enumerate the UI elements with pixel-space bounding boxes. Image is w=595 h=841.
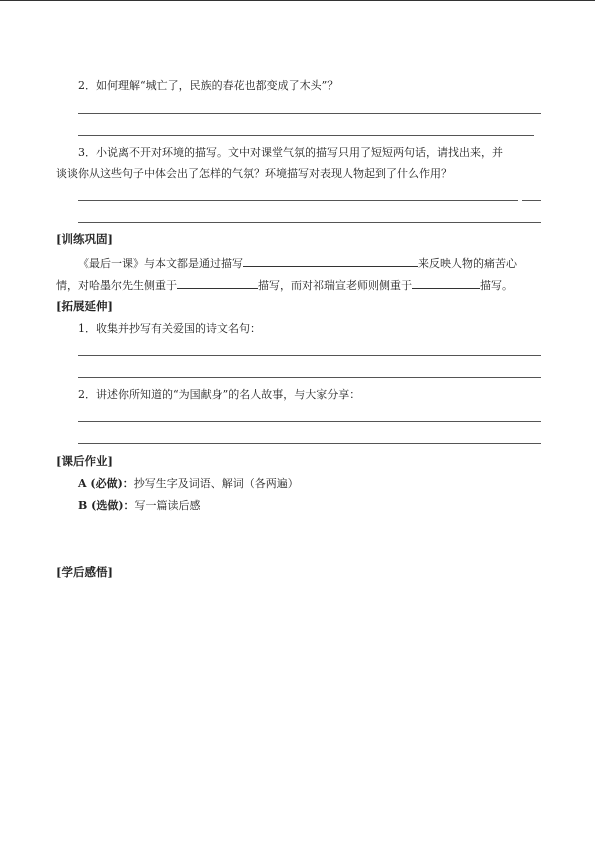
- fill-blank-2[interactable]: [177, 277, 258, 289]
- section-header-extension: [拓展延伸]: [56, 299, 113, 313]
- answer-line[interactable]: [78, 421, 541, 422]
- answer-line[interactable]: [78, 443, 541, 444]
- answer-line[interactable]: [78, 377, 541, 378]
- training-text: 情，对哈墨尔先生侧重于: [56, 279, 177, 292]
- section-header-homework: [课后作业]: [56, 454, 113, 468]
- answer-line[interactable]: [78, 113, 541, 114]
- training-text: 《最后一课》与本文都是通过描写: [78, 257, 243, 270]
- homework-item-a: [78, 477, 299, 491]
- fill-blank-3[interactable]: [412, 277, 480, 289]
- question-3-line-1: 3．小说离不开对环境的描写。文中对课堂气氛的描写只用了短短两句话，请找出来，并: [78, 146, 503, 159]
- answer-line[interactable]: [78, 135, 534, 136]
- training-text: 描写。: [480, 279, 513, 292]
- section-header-training: [训练巩固]: [56, 232, 113, 246]
- extension-item-2: 2．讲述你所知道的“为国献身”的名人故事，与大家分享：: [78, 388, 361, 401]
- page-top-border: [0, 0, 595, 1]
- answer-line[interactable]: [78, 355, 541, 356]
- homework-text: 抄写生字及词语、解词（各两遍）: [133, 477, 299, 490]
- homework-text: 写一篇读后感: [134, 499, 201, 512]
- answer-line-tail: [522, 200, 541, 201]
- homework-item-b: [78, 499, 201, 513]
- question-2: 2．如何理解“城亡了，民族的春花也都变成了木头”？: [78, 79, 339, 92]
- extension-item-1: 1．收集并抄写有关爱国的诗文名句：: [78, 322, 261, 335]
- training-text: 来反映人物的痛苦心: [418, 257, 517, 270]
- fill-blank-1[interactable]: [243, 255, 418, 267]
- question-3-line-2: 谈谈你从这些句子中体会出了怎样的气氛？环境描写对表现人物起到了什么作用？: [56, 167, 452, 180]
- training-text: 描写，而对祁瑞宣老师则侧重于: [258, 279, 412, 292]
- answer-line[interactable]: [78, 200, 518, 201]
- training-line-1: [78, 255, 517, 271]
- section-header-reflection: [学后感悟]: [56, 565, 113, 579]
- training-line-2: [56, 277, 513, 293]
- homework-label: B (选做)：: [78, 499, 135, 512]
- answer-line[interactable]: [78, 222, 541, 223]
- homework-label: A (必做)：: [78, 477, 134, 490]
